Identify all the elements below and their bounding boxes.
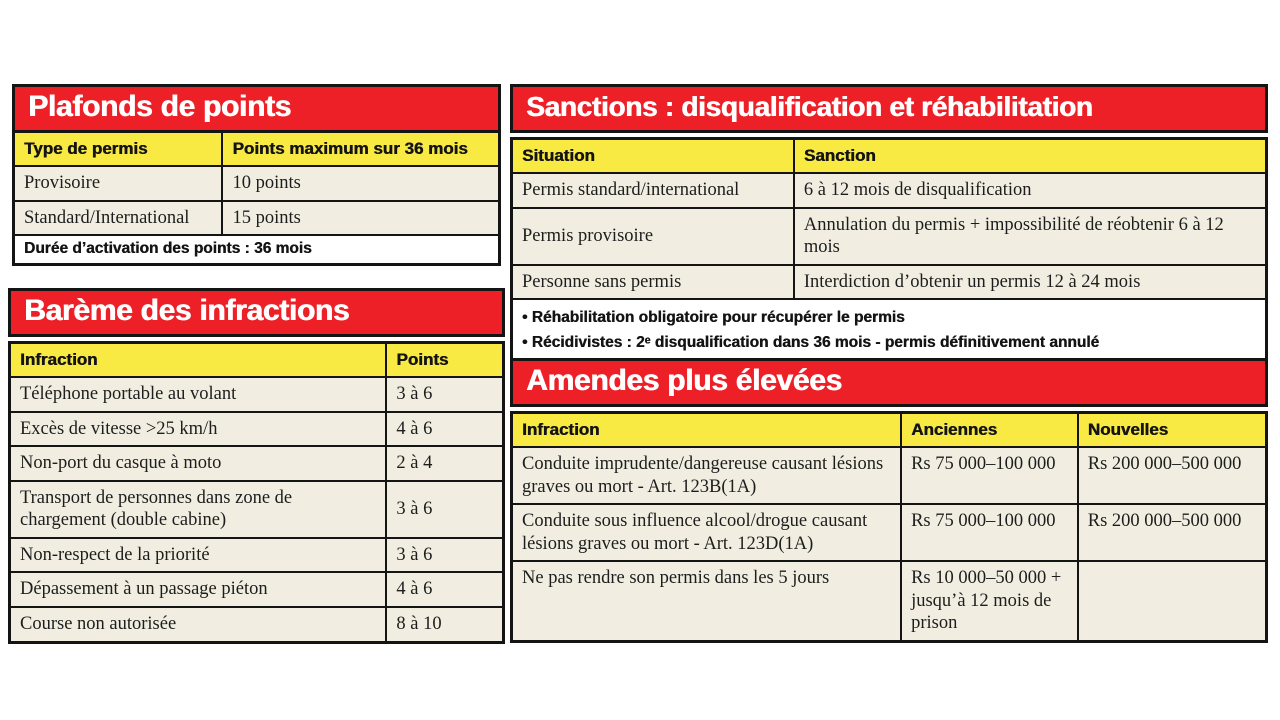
column-header-points: Points: [386, 343, 503, 378]
panel-title-plafonds: Plafonds de points: [12, 84, 501, 133]
table-cell: 6 à 12 mois de disqualification: [794, 173, 1267, 208]
table-row: [14, 201, 500, 236]
table-cell: Rs 75 000–100 000: [901, 504, 1078, 561]
table-row: [512, 561, 1267, 641]
table-cell: 3 à 6: [386, 538, 503, 573]
column-header-anciennes: Anciennes: [901, 413, 1078, 448]
header-row: [512, 413, 1267, 448]
bareme-table: [8, 341, 505, 644]
table-cell: Annulation du permis + impossibilité de réobtenir 6 à 12 mois: [794, 208, 1267, 265]
column-header-type-permis: Type de permis: [14, 132, 223, 167]
table-cell: 3 à 6: [386, 377, 503, 412]
column-header-infraction: Infraction: [10, 343, 387, 378]
table-cell: 2 à 4: [386, 446, 503, 481]
table-row: [14, 166, 500, 201]
table-row: [10, 412, 504, 447]
table-cell: 3 à 6: [386, 481, 503, 538]
table-row: [512, 504, 1267, 561]
table-row: [10, 538, 504, 573]
activation-note: Durée d’activation des points : 36 mois: [14, 235, 500, 264]
table-cell: Conduite sous influence alcool/drogue causant lésions graves ou mort - Art. 123D(1A): [512, 504, 902, 561]
panel-sanctions: [510, 84, 1268, 365]
column-header-points-max: Points maximum sur 36 mois: [222, 132, 499, 167]
amendes-table: [510, 411, 1268, 643]
table-cell: Permis standard/international: [512, 173, 794, 208]
panel-amendes: [510, 358, 1268, 643]
column-header-infraction: Infraction: [512, 413, 902, 448]
table-cell: Dépassement à un passage piéton: [10, 572, 387, 607]
table-row: [10, 446, 504, 481]
note-recidivistes: • Récidivistes : 2ᵉ disqualification dans 36 mois - permis définitivement annulé: [522, 331, 1256, 356]
table-cell: Excès de vitesse >25 km/h: [10, 412, 387, 447]
table-cell: Provisoire: [14, 166, 223, 201]
panel-bareme: [8, 288, 505, 644]
sanctions-table: [510, 137, 1268, 365]
table-row: [10, 377, 504, 412]
plafonds-table: [12, 130, 501, 266]
table-cell: Non-port du casque à moto: [10, 446, 387, 481]
header-row: [14, 132, 500, 167]
table-cell: 4 à 6: [386, 412, 503, 447]
table-cell: 4 à 6: [386, 572, 503, 607]
table-row: [512, 173, 1267, 208]
table-cell: 15 points: [222, 201, 499, 236]
table-cell: Ne pas rendre son permis dans les 5 jours: [512, 561, 902, 641]
table-cell: Course non autorisée: [10, 607, 387, 642]
footer-row: [512, 299, 1267, 363]
table-row: [10, 572, 504, 607]
panel-title-amendes: Amendes plus élevées: [510, 358, 1268, 407]
table-cell: Téléphone portable au volant: [10, 377, 387, 412]
table-cell: 10 points: [222, 166, 499, 201]
table-cell: Rs 200 000–500 000: [1078, 447, 1267, 504]
header-row: [10, 343, 504, 378]
table-cell: Rs 200 000–500 000: [1078, 504, 1267, 561]
table-cell: Non-respect de la priorité: [10, 538, 387, 573]
column-header-situation: Situation: [512, 139, 794, 174]
table-cell: Personne sans permis: [512, 265, 794, 300]
table-cell: Standard/International: [14, 201, 223, 236]
panel-title-sanctions: Sanctions : disqualification et réhabilitation: [510, 84, 1268, 133]
table-cell: Interdiction d’obtenir un permis 12 à 24 mois: [794, 265, 1267, 300]
column-header-nouvelles: Nouvelles: [1078, 413, 1267, 448]
footer-row: [14, 235, 500, 264]
table-cell: Transport de personnes dans zone de chargement (double cabine): [10, 481, 387, 538]
table-row: [10, 481, 504, 538]
sanctions-notes: [512, 299, 1267, 363]
table-row: [512, 265, 1267, 300]
table-cell: Rs 75 000–100 000: [901, 447, 1078, 504]
header-row: [512, 139, 1267, 174]
table-cell: 8 à 10: [386, 607, 503, 642]
column-header-sanction: Sanction: [794, 139, 1267, 174]
table-cell: Permis provisoire: [512, 208, 794, 265]
table-row: [512, 447, 1267, 504]
table-cell: Conduite imprudente/dangereuse causant lésions graves ou mort - Art. 123B(1A): [512, 447, 902, 504]
panel-title-bareme: Barème des infractions: [8, 288, 505, 337]
table-cell: Rs 10 000–50 000 + jusqu’à 12 mois de prison: [901, 561, 1078, 641]
panel-plafonds: [12, 84, 501, 266]
note-rehabilitation: • Réhabilitation obligatoire pour récupérer le permis: [522, 306, 1256, 331]
table-row: [512, 208, 1267, 265]
table-cell: [1078, 561, 1267, 641]
table-row: [10, 607, 504, 642]
